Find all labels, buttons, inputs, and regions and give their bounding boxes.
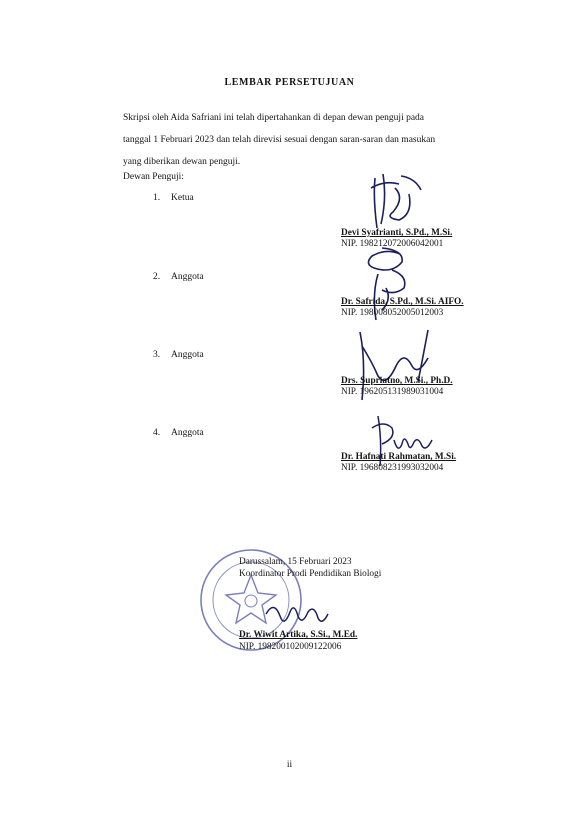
member-nip: NIP. 196205131989031004 xyxy=(341,387,444,397)
member-name: Dr. Safrida, S.Pd., M.Si. AIFO. xyxy=(341,297,464,307)
member-name: Devi Syafrianti, S.Pd., M.Si. xyxy=(341,228,453,238)
member-role-4 xyxy=(153,428,204,438)
approval-paragraph xyxy=(123,107,485,173)
member-role-3 xyxy=(153,350,204,360)
paragraph-line: tanggal 1 Februari 2023 dan telah direvisi sesuai dengan saran-saran dan masukan xyxy=(123,135,436,145)
page-number: ii xyxy=(286,760,293,770)
member-role-2 xyxy=(153,272,204,282)
member-signature-block-2 xyxy=(341,297,464,319)
coordinator-nip: NIP. 198200102009122006 xyxy=(239,642,342,652)
member-nip: NIP. 198212072006042001 xyxy=(341,239,444,249)
member-signature-block-4 xyxy=(341,452,456,474)
member-signature-block-3 xyxy=(341,376,453,398)
coordinator-name: Dr. Wiwit Artika, S.Si., M.Ed. xyxy=(239,630,358,640)
coordinator-block xyxy=(239,556,381,653)
member-role-label: Ketua xyxy=(171,193,194,203)
member-role-label: Anggota xyxy=(171,272,204,282)
board-label: Dewan Penguji: xyxy=(123,172,184,182)
member-role-1 xyxy=(153,193,194,203)
member-nip: NIP. 196808231993032004 xyxy=(341,463,444,473)
member-role-label: Anggota xyxy=(171,350,204,360)
member-number: 2. xyxy=(153,272,161,282)
paragraph-line: yang diberikan dewan penguji. xyxy=(123,157,241,167)
member-role-label: Anggota xyxy=(171,428,204,438)
page-title: LEMBAR PERSETUJUAN xyxy=(224,77,355,88)
paragraph-line: Skripsi oleh Aida Safriani ini telah dipertahankan di depan dewan penguji pada xyxy=(123,113,425,123)
coordinator-position: Koordinator Prodi Pendidikan Biologi xyxy=(239,569,382,579)
member-number: 3. xyxy=(153,350,161,360)
member-name: Dr. Hafnati Rahmatan, M.Si. xyxy=(341,452,457,462)
member-name: Drs. Supriatno, M.Si., Ph.D. xyxy=(341,376,453,386)
member-number: 4. xyxy=(153,428,161,438)
coordinator-place-date: Darussalam, 15 Februari 2023 xyxy=(239,557,352,567)
member-number: 1. xyxy=(153,193,161,203)
member-nip: NIP. 198008052005012003 xyxy=(341,308,444,318)
